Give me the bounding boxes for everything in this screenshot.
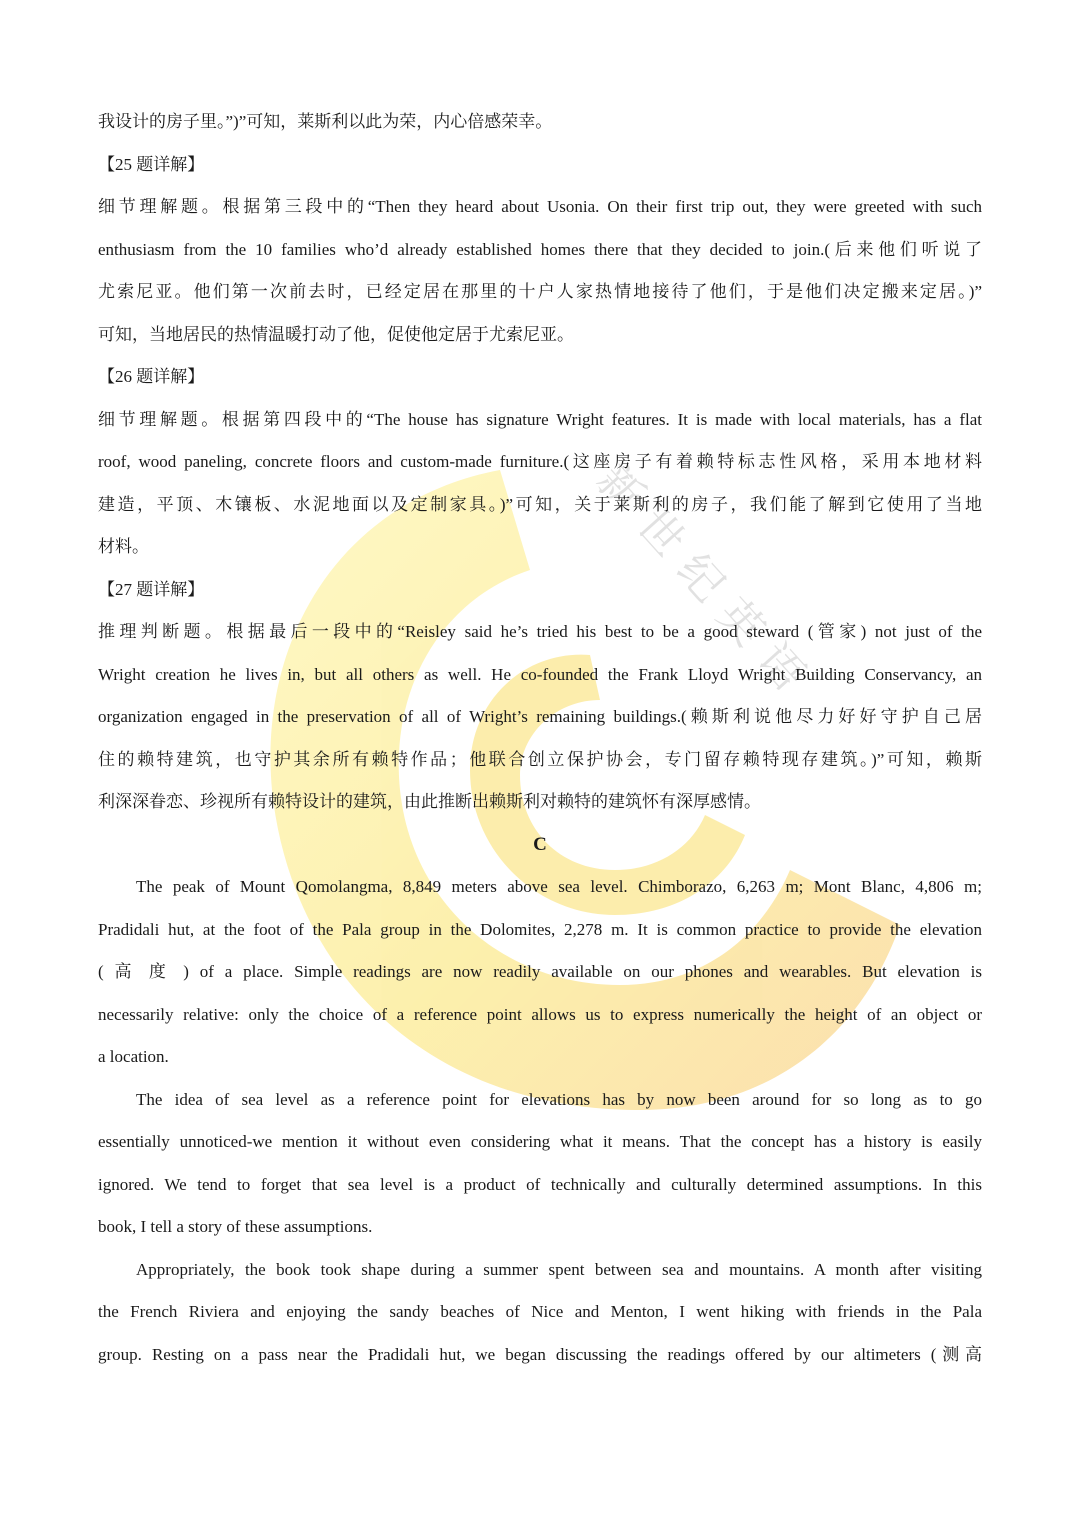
text-line: 利深深眷恋、珍视所有赖特设计的建筑，由此推断出赖斯利对赖特的建筑怀有深厚感情。 <box>98 792 761 811</box>
text-line: roof, wood paneling, concrete floors and custom-made furniture.(这座房子有着赖特标志性风格，采用本地材料 <box>98 452 982 471</box>
document-body <box>98 101 982 1376</box>
text-line: 【26 题详解】 <box>98 367 205 386</box>
text-line: 细节理解题。根据第三段中的“Then they heard about Usonia. On their first trip out, they were greeted with such <box>98 197 982 216</box>
text-line: organization engaged in the preservation of all of Wright’s remaining buildings.(赖斯利说他尽力好好守护自己居 <box>98 707 982 726</box>
text-line: a location. <box>98 1047 169 1066</box>
text-line: 尤索尼亚。他们第一次前去时，已经定居在那里的十户人家热情地接待了他们，于是他们决定搬来定居。)” <box>98 282 982 301</box>
text-line: 【25 题详解】 <box>98 154 205 174</box>
text-line: group. Resting on a pass near the Pradidali hut, we began discussing the readings offered by our altimeters (测高 <box>98 1344 982 1364</box>
text-line: 【27 题详解】 <box>98 579 205 599</box>
text-line: book, I tell a story of these assumptions. <box>98 1217 373 1236</box>
text-line: 细节理解题。根据第四段中的“The house has signature Wright features. It is made with local materials, has a flat <box>98 409 982 429</box>
text-line: the French Riviera and enjoying the sandy beaches of Nice and Menton, I went hiking with friends in the Pala <box>98 1302 982 1321</box>
svg-text:世: 世 <box>626 499 695 567</box>
svg-text:英: 英 <box>706 589 775 656</box>
text-line: The peak of Mount Qomolangma, 8,849 meters above sea level. Chimborazo, 6,263 m; Mont Blanc, 4,806 m; <box>136 877 982 896</box>
text-line: Appropriately, the book took shape during a summer spent between sea and mountains. A month after visiting <box>136 1259 982 1279</box>
text-line: 住的赖特建筑，也守护其余所有赖特作品；他联合创立保护协会，专门留存赖特现存建筑。)”可知，赖斯 <box>98 749 982 769</box>
text-line: essentially unnoticed-we mention it without even considering what it means. That the concept has a history is easily <box>98 1132 982 1151</box>
svg-text:新: 新 <box>586 455 654 523</box>
text-line: ( 高 度 ) of a place. Simple readings are now readily available on our phones and wearables. But elevation is <box>98 962 982 981</box>
text-line: 我设计的房子里。”)”可知，莱斯利以此为荣，内心倍感荣幸。 <box>98 112 553 131</box>
text-line: 材料。 <box>98 537 149 556</box>
svg-text:纪: 纪 <box>666 544 735 612</box>
text-line: 建造，平顶、木镶板、水泥地面以及定制家具。)”可知，关于莱斯利的房子，我们能了解到它使用了当地 <box>98 494 982 514</box>
text-line: Wright creation he lives in, but all others as well. He co-founded the Frank Lloyd Wright Building Conservancy, an <box>98 664 982 684</box>
text-line: The idea of sea level as a reference point for elevations has by now been around for so long as to go <box>136 1089 982 1109</box>
svg-text:语: 语 <box>747 633 815 701</box>
text-line: enthusiasm from the 10 families who’d already established homes there that they decided to join.(后来他们听说了 <box>98 239 982 259</box>
text-line: Pradidali hut, at the foot of the Pala group in the Dolomites, 2,278 m. It is common practice to provide the elevation <box>98 919 982 939</box>
text-line: 可知，当地居民的热情温暖打动了他，促使他定居于尤索尼亚。 <box>98 324 574 344</box>
text-line: ignored. We tend to forget that sea level is a product of technically and culturally determined assumptions. In this <box>98 1174 982 1194</box>
text-line: 推理判断题。根据最后一段中的“Reisley said he’s tried his best to be a good steward (管家) not just of the <box>98 622 982 641</box>
section-heading: C <box>533 833 547 855</box>
text-line: necessarily relative: only the choice of a reference point allows us to express numerically the height of an object or <box>98 1004 982 1024</box>
